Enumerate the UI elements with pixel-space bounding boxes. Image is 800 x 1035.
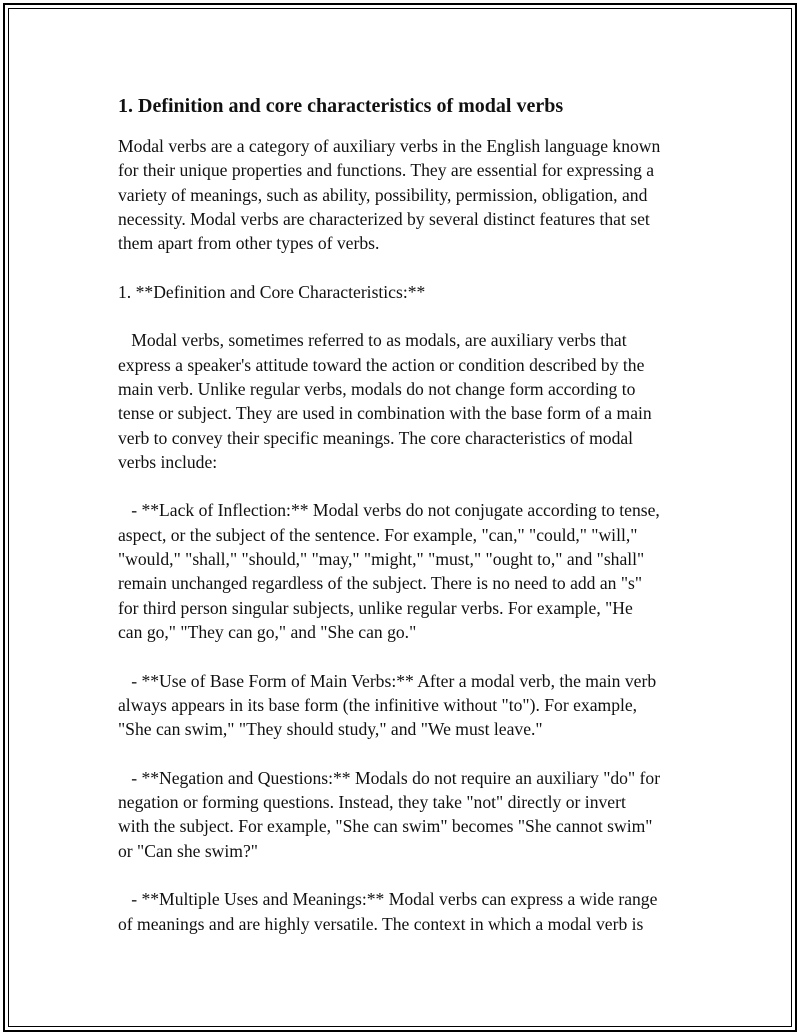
- bullet-negation-questions: - **Negation and Questions:** Modals do not require an auxiliary "do" for negation or forming questions. Instead, they take "not" directly or invert with the subject. For example, "She can swim" becomes "She cannot swim" or "Can she swim?": [118, 767, 661, 861]
- intro-paragraph: Modal verbs are a category of auxiliary verbs in the English language known for their unique properties and functions. They are essential for expressing a variety of meanings, such as ability, possibility, permission, obligation, and necessity. Modal verbs are characterized by several distinct features that set them apart from other types of verbs.: [118, 136, 661, 254]
- document-body: [118, 92, 698, 936]
- bullet-base-form: - **Use of Base Form of Main Verbs:** After a modal verb, the main verb always appears in its base form (the infinitive without "to"). For example, "She can swim," "They should study," and "We must leave.": [118, 670, 657, 740]
- overview-paragraph: Modal verbs, sometimes referred to as modals, are auxiliary verbs that express a speaker's attitude toward the action or condition described by the main verb. Unlike regular verbs, modals do not change form according to tense or subject. They are used in combination with the base form of a main verb to convey their specific meanings. The core characteristics of modal verbs include:: [118, 330, 652, 472]
- section-heading: 1. Definition and core characteristics of modal verbs: [118, 95, 564, 117]
- bullet-lack-of-inflection: - **Lack of Inflection:** Modal verbs do not conjugate according to tense, aspect, or the subject of the sentence. For example, "can," "could," "will," "would," "shall," "should," "may," "might," "must," "ought to," and "shall" remain unchanged regardless of the subject. There is no need to add an "s" for third person singular subjects, unlike regular verbs. For example, "He can go," "They can go," and "She can go.": [118, 500, 660, 642]
- bullet-multiple-uses: - **Multiple Uses and Meanings:** Modal verbs can express a wide range of meanings and are highly versatile. The context in which a modal verb is: [118, 889, 658, 934]
- section-label: 1. **Definition and Core Characteristics:**: [118, 281, 426, 302]
